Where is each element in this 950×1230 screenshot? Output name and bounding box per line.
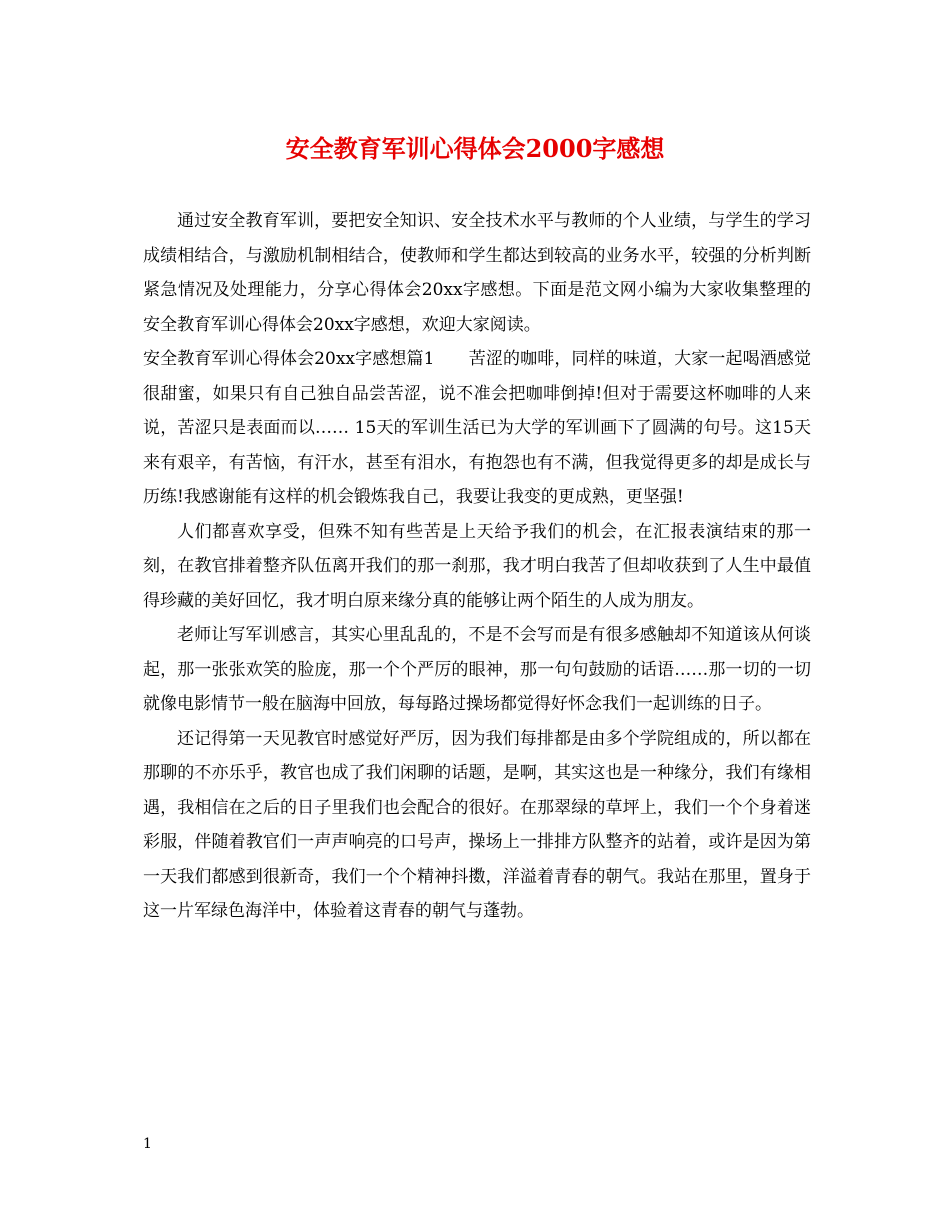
paragraph-memories: 人们都喜欢享受，但殊不知有些苦是上天给予我们的机会，在汇报表演结束的那一刻，在教官排着整齐队伍离开我们的那一刹那，我才明白我苦了但却收获到了人生中最值得珍藏的美好回忆，我才明白原来缘分真的能够让两个陌生的人成为朋友。 xyxy=(143,521,811,611)
paragraph-article-1: 安全教育军训心得体会20xx字感想篇1 苦涩的咖啡，同样的味道，大家一起喝酒感觉很甜蜜，如果只有自己独自品尝苦涩，说不准会把咖啡倒掉!但对于需要这杯咖啡的人来说，苦涩只是表面而以…… 15天的军训生活已为大学的军训画下了圆满的句号。这15天来有艰辛，有苦恼，有汗水，甚至有泪水，有抱怨也有不满，但我觉得更多的却是成长与历练!我感谢能有这样的机会锻炼我自己，我要让我变的更成熟，更坚强! xyxy=(143,349,811,507)
document-body xyxy=(143,204,811,929)
paragraph-intro: 通过安全教育军训，要把安全知识、安全技术水平与教师的个人业绩，与学生的学习成绩相结合，与激励机制相结合，使教师和学生都达到较高的业务水平，较强的分析判断紧急情况及处理能力，分享心得体会20xx字感想。下面是范文网小编为大家收集整理的安全教育军训心得体会20xx字感想，欢迎大家阅读。 xyxy=(143,211,811,335)
document-title: 安全教育军训心得体会2000字感想 xyxy=(285,134,665,163)
paragraph-feelings: 老师让写军训感言，其实心里乱乱的，不是不会写而是有很多感触却不知道该从何谈起，那一张张欢笑的脸庞，那一个个严厉的眼神，那一句句鼓励的话语……那一切的一切就像电影情节一般在脑海中回放，每每路过操场都觉得好怀念我们一起训练的日子。 xyxy=(143,625,811,714)
paragraph-first-day: 还记得第一天见教官时感觉好严厉，因为我们每排都是由多个学院组成的，所以都在那聊的不亦乐乎，教官也成了我们闲聊的话题，是啊，其实这也是一种缘分，我们有缘相遇，我相信在之后的日子里我们也会配合的很好。在那翠绿的草坪上，我们一个个身着迷彩服，伴随着教官们一声声响亮的口号声，操场上一排排方队整齐的站着，或许是因为第一天我们都感到很新奇，我们一个个精神抖擞，洋溢着青春的朝气。我站在那里，置身于这一片军绿色海洋中，体验着这青春的朝气与蓬勃。 xyxy=(143,728,811,921)
page-number: 1 xyxy=(143,1136,152,1152)
